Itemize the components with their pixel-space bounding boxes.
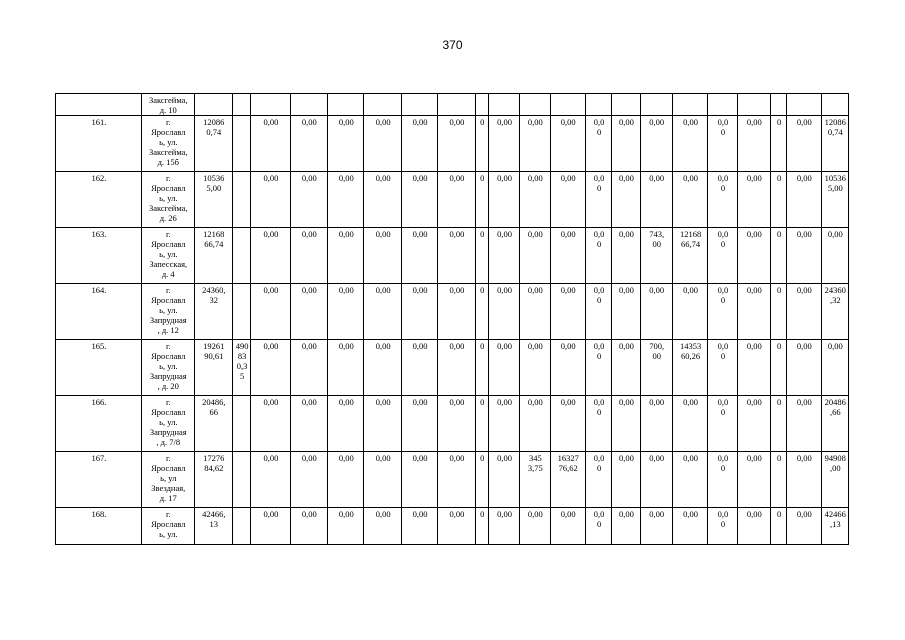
value-cell: 0,00: [328, 452, 364, 508]
value-cell: 0,00: [364, 396, 401, 452]
value-cell: 0,0 0: [708, 452, 737, 508]
value-cell: 0,00: [821, 228, 848, 284]
table-row: [56, 508, 849, 545]
value-cell: 0: [475, 284, 488, 340]
value-cell: 94908 ,00: [821, 452, 848, 508]
table-row: [56, 172, 849, 228]
value-cell: 0,00: [488, 228, 519, 284]
value-cell: 0,00: [672, 396, 707, 452]
value-cell: 0,00: [401, 172, 437, 228]
value-cell: 20486 ,66: [821, 396, 848, 452]
address-cell: г. Ярославл ь, ул. Запесская, д. 4: [141, 228, 194, 284]
value-cell: 0,00: [488, 116, 519, 172]
value-cell: [232, 172, 250, 228]
value-cell: 0,00: [364, 172, 401, 228]
value-cell: 0,00: [488, 508, 519, 545]
value-cell: 20486, 66: [194, 396, 232, 452]
row-number-cell: [56, 94, 142, 116]
table-row: [56, 116, 849, 172]
value-cell: 0,00: [640, 508, 672, 545]
value-cell: 0,0 0: [708, 116, 737, 172]
value-cell: 0,00: [520, 228, 550, 284]
value-cell: 0,00: [672, 284, 707, 340]
value-cell: 0,00: [550, 284, 585, 340]
row-number-cell: 162.: [56, 172, 142, 228]
value-cell: 0,00: [550, 172, 585, 228]
value-cell: 0,00: [401, 284, 437, 340]
value-cell: 0,00: [520, 340, 550, 396]
value-cell: 0,00: [787, 172, 821, 228]
value-cell: [232, 284, 250, 340]
value-cell: 0,00: [737, 284, 770, 340]
value-cell: [232, 116, 250, 172]
value-cell: 0,00: [328, 396, 364, 452]
value-cell: 0,0 0: [585, 172, 611, 228]
value-cell: 0,00: [328, 228, 364, 284]
value-cell: 0,00: [550, 340, 585, 396]
value-cell: 0,00: [612, 508, 640, 545]
value-cell: 0: [475, 396, 488, 452]
table-row: [56, 452, 849, 508]
value-cell: 0,00: [328, 116, 364, 172]
value-cell: 0,00: [520, 508, 550, 545]
value-cell: 42466, 13: [194, 508, 232, 545]
value-cell: 12086 0,74: [821, 116, 848, 172]
value-cell: 0,0 0: [708, 508, 737, 545]
row-number-cell: 167.: [56, 452, 142, 508]
value-cell: 0: [770, 340, 786, 396]
row-number-cell: 164.: [56, 284, 142, 340]
value-cell: 0,00: [251, 340, 290, 396]
value-cell: 0: [475, 340, 488, 396]
value-cell: [232, 396, 250, 452]
value-cell: 0,00: [640, 284, 672, 340]
table-row: [56, 228, 849, 284]
value-cell: 0,00: [251, 452, 290, 508]
address-cell: г. Ярославл ь, ул. Запрудная , д. 20: [141, 340, 194, 396]
value-cell: 0: [475, 228, 488, 284]
value-cell: 0,00: [438, 228, 475, 284]
value-cell: 0,00: [737, 396, 770, 452]
value-cell: 12168 66,74: [672, 228, 707, 284]
value-cell: 42466 ,13: [821, 508, 848, 545]
value-cell: 0,00: [640, 172, 672, 228]
value-cell: 0,00: [438, 508, 475, 545]
value-cell: 0: [770, 228, 786, 284]
table-row: [56, 284, 849, 340]
data-table: [55, 93, 849, 545]
value-cell: 0,00: [401, 396, 437, 452]
value-cell: 0: [770, 396, 786, 452]
value-cell: 0,00: [612, 172, 640, 228]
value-cell: 0,00: [488, 396, 519, 452]
value-cell: 0,00: [290, 116, 327, 172]
value-cell: 0: [770, 172, 786, 228]
value-cell: 0,00: [438, 452, 475, 508]
value-cell: 0,00: [401, 340, 437, 396]
value-cell: 0,0 0: [585, 508, 611, 545]
value-cell: 17276 84,62: [194, 452, 232, 508]
value-cell: 0: [770, 116, 786, 172]
value-cell: 0,00: [438, 116, 475, 172]
value-cell: 0,00: [290, 284, 327, 340]
value-cell: 0,00: [290, 396, 327, 452]
table-row: [56, 340, 849, 396]
value-cell: 0,00: [550, 396, 585, 452]
value-cell: 0,00: [328, 284, 364, 340]
value-cell: 0,00: [438, 172, 475, 228]
table-row: [56, 396, 849, 452]
value-cell: 0,00: [290, 508, 327, 545]
value-cell: 0,0 0: [585, 116, 611, 172]
table-row: [56, 94, 849, 116]
value-cell: 0,00: [520, 116, 550, 172]
value-cell: 0,00: [672, 116, 707, 172]
value-cell: 0,0 0: [585, 396, 611, 452]
value-cell: 0,00: [488, 340, 519, 396]
value-cell: 0,0 0: [708, 284, 737, 340]
value-cell: 0,0 0: [585, 340, 611, 396]
value-cell: 0,00: [251, 396, 290, 452]
row-number-cell: 165.: [56, 340, 142, 396]
value-cell: 0,00: [821, 340, 848, 396]
value-cell: 0,00: [612, 340, 640, 396]
value-cell: 0,00: [737, 116, 770, 172]
value-cell: [232, 228, 250, 284]
address-cell: г. Ярославл ь, ул. Запрудная , д. 7/8: [141, 396, 194, 452]
value-cell: 0,00: [290, 340, 327, 396]
value-cell: 0: [770, 452, 786, 508]
value-cell: 0: [475, 172, 488, 228]
value-cell: 12086 0,74: [194, 116, 232, 172]
value-cell: 0,00: [438, 340, 475, 396]
address-cell: г. Ярославл ь, ул Звездная, д. 17: [141, 452, 194, 508]
value-cell: 0,00: [401, 508, 437, 545]
value-cell: 0,00: [612, 228, 640, 284]
value-cell: 0,00: [328, 340, 364, 396]
value-cell: 0,00: [787, 116, 821, 172]
value-cell: 0,0 0: [585, 284, 611, 340]
value-cell: 10536 5,00: [821, 172, 848, 228]
page-number: 370: [442, 38, 463, 52]
value-cell: 0,00: [737, 228, 770, 284]
value-cell: 24360, 32: [194, 284, 232, 340]
value-cell: 49083 0,35: [232, 340, 250, 396]
value-cell: 0,00: [737, 452, 770, 508]
row-number-cell: 168.: [56, 508, 142, 545]
value-cell: 0,00: [328, 508, 364, 545]
value-cell: 0,00: [488, 452, 519, 508]
value-cell: 0,00: [251, 172, 290, 228]
value-cell: 0,00: [612, 396, 640, 452]
value-cell: 0,00: [364, 284, 401, 340]
value-cell: 0,0 0: [708, 396, 737, 452]
value-cell: 0,00: [612, 452, 640, 508]
value-cell: 0,00: [550, 508, 585, 545]
address-cell: г. Ярославл ь, ул. Заксгейма, д. 26: [141, 172, 194, 228]
value-cell: 0,00: [290, 172, 327, 228]
address-cell: г. Ярославл ь, ул.: [141, 508, 194, 545]
value-cell: 0,00: [364, 116, 401, 172]
row-number-cell: 166.: [56, 396, 142, 452]
value-cell: 0,00: [612, 116, 640, 172]
value-cell: 0: [770, 508, 786, 545]
value-cell: 0: [475, 116, 488, 172]
value-cell: 10536 5,00: [194, 172, 232, 228]
value-cell: 0,00: [438, 284, 475, 340]
row-number-cell: 161.: [56, 116, 142, 172]
value-cell: 0,00: [438, 396, 475, 452]
value-cell: 0,00: [290, 228, 327, 284]
value-cell: 0,00: [488, 172, 519, 228]
value-cell: 0,0 0: [708, 340, 737, 396]
value-cell: 0,00: [401, 452, 437, 508]
value-cell: 0,00: [520, 396, 550, 452]
value-cell: [232, 452, 250, 508]
value-cell: 0,00: [737, 508, 770, 545]
value-cell: 0,00: [787, 452, 821, 508]
value-cell: 0,00: [401, 116, 437, 172]
value-cell: 0: [770, 284, 786, 340]
value-cell: 345 3,75: [520, 452, 550, 508]
address-cell: г. Ярославл ь, ул. Запрудная , д. 12: [141, 284, 194, 340]
value-cell: 0,00: [672, 508, 707, 545]
address-cell: Заксгейма, д. 10: [141, 94, 194, 116]
value-cell: 14353 60,26: [672, 340, 707, 396]
value-cell: 0,00: [251, 228, 290, 284]
value-cell: 0,00: [364, 508, 401, 545]
value-cell: 0,00: [488, 284, 519, 340]
value-cell: 0,00: [550, 228, 585, 284]
value-cell: 0,00: [520, 284, 550, 340]
row-number-cell: 163.: [56, 228, 142, 284]
value-cell: 700, 00: [640, 340, 672, 396]
value-cell: 0,00: [737, 172, 770, 228]
value-cell: 0,00: [364, 228, 401, 284]
value-cell: 0,00: [787, 284, 821, 340]
value-cell: 0,00: [737, 340, 770, 396]
value-cell: 0,00: [328, 172, 364, 228]
value-cell: 0,00: [401, 228, 437, 284]
value-cell: 0,00: [640, 396, 672, 452]
value-cell: 16327 76,62: [550, 452, 585, 508]
value-cell: 0,00: [550, 116, 585, 172]
value-cell: 24360 ,32: [821, 284, 848, 340]
value-cell: 0,00: [672, 172, 707, 228]
value-cell: 0,00: [364, 452, 401, 508]
value-cell: 0,00: [520, 172, 550, 228]
value-cell: 0,0 0: [708, 172, 737, 228]
value-cell: 0,00: [672, 452, 707, 508]
value-cell: 0,00: [251, 508, 290, 545]
value-cell: 0,0 0: [708, 228, 737, 284]
value-cell: 0,00: [640, 452, 672, 508]
value-cell: 19261 90,61: [194, 340, 232, 396]
value-cell: 0,00: [364, 340, 401, 396]
value-cell: [232, 508, 250, 545]
value-cell: 0,00: [787, 508, 821, 545]
value-cell: 0,00: [612, 284, 640, 340]
value-cell: 0,0 0: [585, 228, 611, 284]
value-cell: 0,00: [251, 116, 290, 172]
value-cell: 0,00: [787, 228, 821, 284]
value-cell: 0: [475, 452, 488, 508]
address-cell: г. Ярославл ь, ул. Заксгейма, д. 15б: [141, 116, 194, 172]
value-cell: 0,00: [787, 340, 821, 396]
value-cell: 12168 66,74: [194, 228, 232, 284]
value-cell: 0,00: [290, 452, 327, 508]
value-cell: 743, 00: [640, 228, 672, 284]
value-cell: 0,00: [251, 284, 290, 340]
value-cell: 0,00: [640, 116, 672, 172]
value-cell: 0,0 0: [585, 452, 611, 508]
value-cell: 0: [475, 508, 488, 545]
value-cell: 0,00: [787, 396, 821, 452]
